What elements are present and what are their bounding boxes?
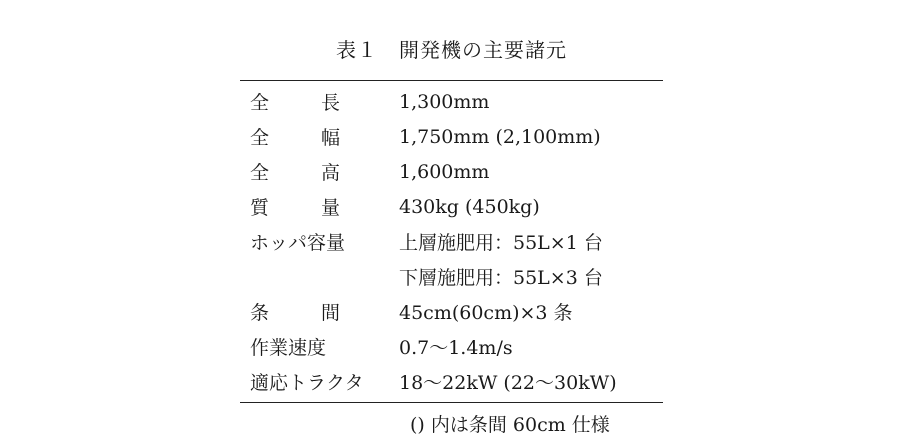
- table-row-hopper-upper: [240, 224, 663, 259]
- row-value: 下層施肥用：55L×3 台: [399, 267, 603, 289]
- row-label: [240, 298, 340, 325]
- row-label: 作業速度: [250, 337, 327, 359]
- row-label-part: 間: [320, 302, 340, 324]
- row-label-part: 量: [320, 197, 340, 219]
- row-value: 1,600mm: [399, 160, 490, 183]
- table-row-length: [240, 84, 663, 119]
- row-label-part: 全: [250, 162, 270, 184]
- table-row-tractor: [240, 364, 663, 399]
- table-row-work-speed: [240, 329, 663, 364]
- table-row-row-spacing: [240, 294, 663, 329]
- row-value: 0.7～1.4m/s: [399, 337, 513, 359]
- row-label: 適応トラクタ: [250, 372, 364, 394]
- row-label-part: 条: [250, 302, 270, 324]
- row-label: [240, 193, 340, 220]
- row-value: 1,750mm (2,100mm): [399, 125, 601, 148]
- row-label: [240, 158, 340, 185]
- table-row-height: [240, 154, 663, 189]
- row-value: 430kg (450kg): [399, 195, 540, 218]
- row-label-part: 全: [250, 92, 270, 114]
- row-label-part: 幅: [320, 127, 340, 149]
- table-row-width: [240, 119, 663, 154]
- table-caption: 表１ 開発機の主要諸元: [336, 38, 567, 62]
- row-label: [240, 88, 340, 115]
- row-label-part: 長: [320, 92, 340, 114]
- row-value: 45cm(60cm)×3 条: [399, 302, 573, 324]
- spec-table: [240, 80, 663, 403]
- table-row-mass: [240, 189, 663, 224]
- row-value: 1,300mm: [399, 90, 490, 113]
- table-note: () 内は条間 60cm 仕様: [410, 414, 610, 436]
- row-value: 18～22kW (22～30kW): [399, 372, 617, 394]
- row-value: 上層施肥用：55L×1 台: [399, 232, 603, 254]
- table-row-hopper-lower: [240, 259, 663, 294]
- row-label-part: 高: [320, 162, 340, 184]
- row-label-part: 質: [250, 197, 270, 219]
- row-label: [240, 123, 340, 150]
- row-label: ホッパ容量: [250, 232, 346, 254]
- row-label-part: 全: [250, 127, 270, 149]
